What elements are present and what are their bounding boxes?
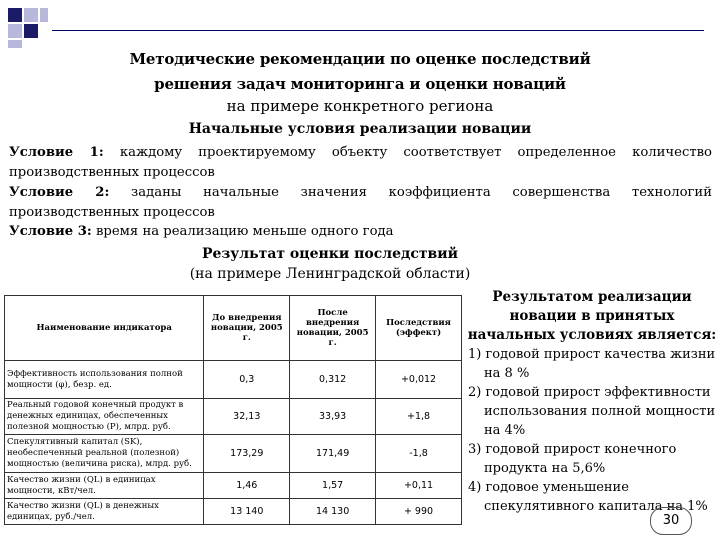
- table-row: [5, 435, 462, 473]
- indicator-name: Реальный годовой конечный продукт в денежных единицах, обеспеченных полезной мощностью (P), млрд. руб.: [5, 399, 204, 435]
- deco-square: [8, 24, 22, 38]
- list-item: 2) годовой прирост эффективности использования полной мощности на 4%: [468, 385, 716, 438]
- table-row: [5, 473, 462, 499]
- value-effect: +0,11: [376, 473, 462, 499]
- condition-label: Условие 1:: [9, 145, 104, 160]
- indicators-table: [4, 295, 462, 525]
- condition-text: время на реализацию меньше одного года: [96, 224, 394, 239]
- deco-square: [24, 8, 38, 22]
- column-header: До внедрения новации, 2005 г.: [204, 296, 290, 361]
- value-before: 1,46: [204, 473, 290, 499]
- header-rule: [52, 30, 704, 31]
- indicator-name: Качество жизни (QL) в единицах мощности, кВт/чел.: [5, 473, 204, 499]
- value-before: 13 140: [204, 499, 290, 525]
- page-title-line2: решения задач мониторинга и оценки новаций: [154, 75, 566, 93]
- value-after: 1,57: [290, 473, 376, 499]
- page-title-line1: Методические рекомендации по оценке последствий: [129, 50, 591, 68]
- condition-3: [9, 222, 712, 242]
- page-subtitle: на примере конкретного региона: [226, 97, 494, 115]
- indicator-name: Качество жизни (QL) в денежных единицах, руб./чел.: [5, 499, 204, 525]
- section-title: Начальные условия реализации новации: [188, 121, 532, 137]
- value-before: 32,13: [204, 399, 290, 435]
- page-number: 30: [650, 507, 692, 535]
- condition-2: [9, 183, 712, 223]
- value-effect: + 990: [376, 499, 462, 525]
- condition-text: заданы начальные значения коэффициента совершенства технологий производственных процессов: [9, 185, 712, 220]
- side-heading: Результатом реализации новации в принятых начальных условиях является:: [467, 289, 717, 343]
- result-title: Результат оценки последствий: [201, 246, 459, 262]
- value-after: 0,312: [290, 361, 376, 399]
- value-effect: +1,8: [376, 399, 462, 435]
- side-list: [468, 345, 718, 516]
- value-effect: -1,8: [376, 435, 462, 473]
- deco-square: [8, 8, 22, 22]
- indicator-name: Эффективность использования полной мощности (φ), безр. ед.: [5, 361, 204, 399]
- condition-1: [9, 143, 712, 183]
- table-row: [5, 361, 462, 399]
- value-after: 14 130: [290, 499, 376, 525]
- deco-square: [24, 24, 38, 38]
- list-item: 1) годовой прирост качества жизни на 8 %: [468, 347, 716, 381]
- table-header-row: [5, 296, 462, 361]
- column-header: Последствия (эффект): [376, 296, 462, 361]
- condition-label: Условие 3:: [9, 224, 92, 239]
- indicator-name: Спекулятивный капитал (SK), необеспеченный реальной (полезной) мощностью (величина риска), млрд. руб.: [5, 435, 204, 473]
- value-before: 173,29: [204, 435, 290, 473]
- list-item: 4) годовое уменьшение спекулятивного капитала на 1%: [468, 480, 708, 514]
- table-row: [5, 399, 462, 435]
- column-header: Наименование индикатора: [5, 296, 204, 361]
- value-before: 0,3: [204, 361, 290, 399]
- column-header: После внедрения новации, 2005 г.: [290, 296, 376, 361]
- condition-text: каждому проектируемому объекту соответствует определенное количество производственных процессов: [9, 145, 712, 180]
- condition-label: Условие 2:: [9, 185, 110, 200]
- deco-square: [8, 40, 22, 48]
- table-row: [5, 499, 462, 525]
- value-after: 33,93: [290, 399, 376, 435]
- deco-square: [40, 8, 48, 22]
- list-item: 3) годовой прирост конечного продукта на 5,6%: [468, 442, 677, 476]
- value-effect: +0,012: [376, 361, 462, 399]
- result-subtitle: (на примере Ленинградской области): [189, 266, 471, 282]
- value-after: 171,49: [290, 435, 376, 473]
